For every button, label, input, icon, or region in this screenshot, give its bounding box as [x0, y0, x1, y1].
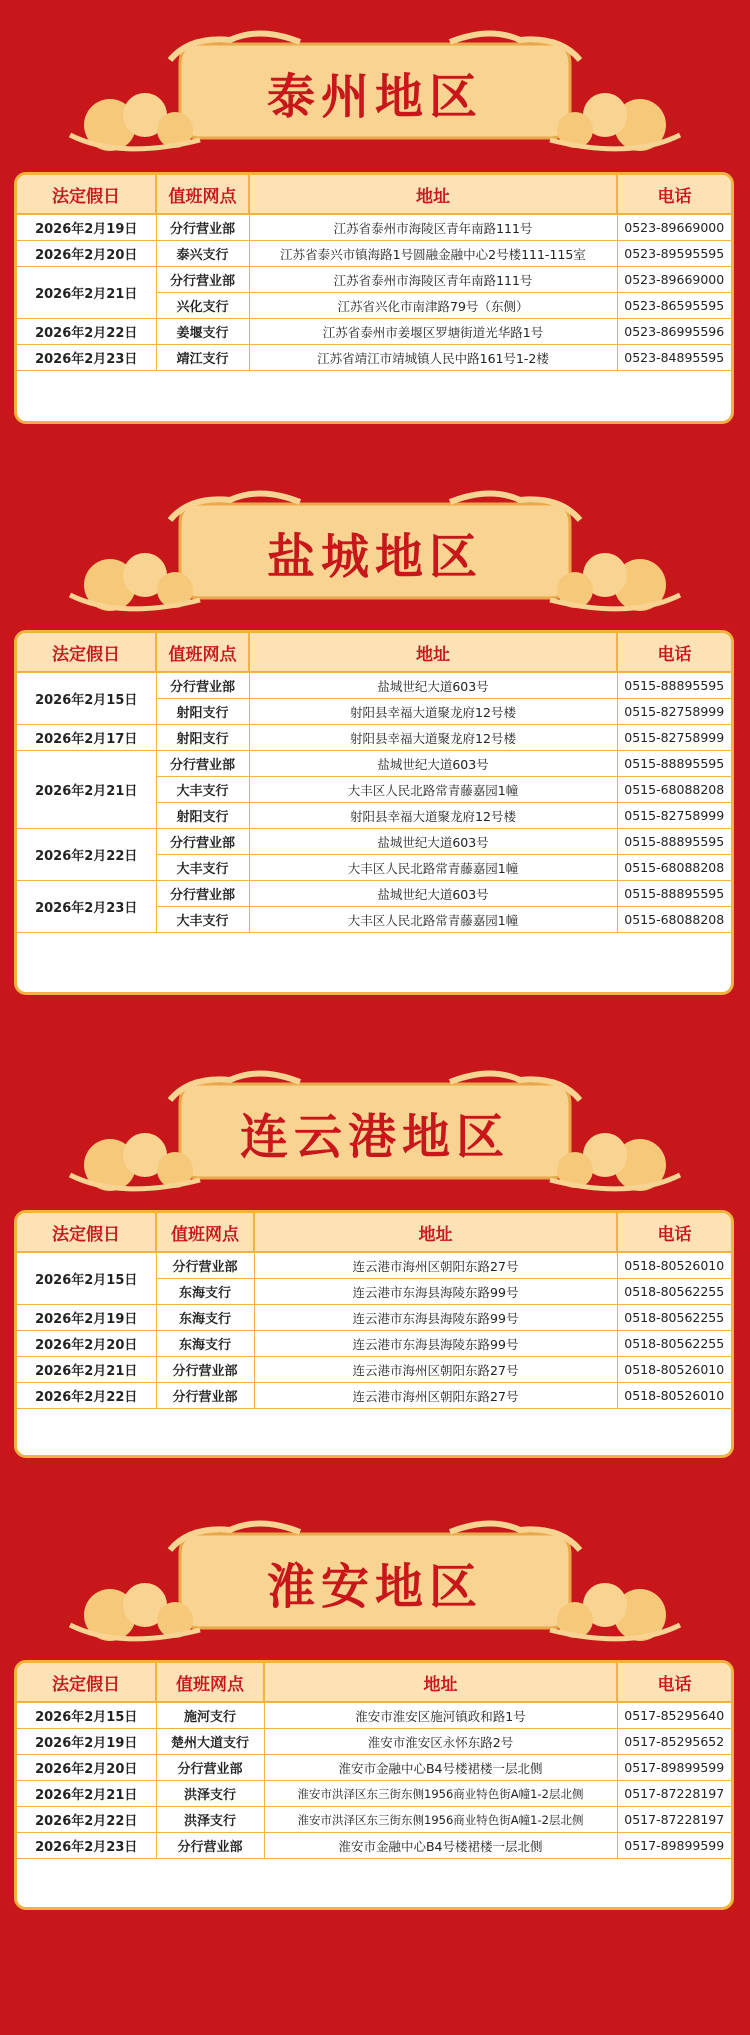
address-cell: 连云港市东海县海陵东路99号 — [254, 1331, 617, 1357]
phone-cell[interactable]: 0517-85295640 — [617, 1702, 731, 1729]
schedule-card-huaian — [14, 1660, 734, 1910]
date-cell: 2026年2月21日 — [17, 1357, 156, 1383]
branch-cell: 大丰支行 — [156, 855, 249, 881]
table-row — [17, 241, 731, 267]
header-date: 法定假日 — [17, 175, 156, 214]
table-row — [17, 1807, 731, 1833]
phone-cell[interactable]: 0518-80526010 — [617, 1357, 731, 1383]
branch-cell: 东海支行 — [156, 1331, 254, 1357]
header-branch: 值班网点 — [156, 633, 249, 672]
phone-cell[interactable]: 0517-87228197 — [617, 1781, 731, 1807]
branch-cell: 分行营业部 — [156, 881, 249, 907]
header-date: 法定假日 — [17, 1213, 156, 1252]
table-row — [17, 1305, 731, 1331]
phone-cell[interactable]: 0523-89595595 — [617, 241, 731, 267]
phone-cell[interactable]: 0523-89669000 — [617, 267, 731, 293]
date-cell: 2026年2月21日 — [17, 267, 156, 319]
branch-cell: 分行营业部 — [156, 1833, 264, 1859]
region-title: 盐城地区 — [266, 529, 483, 585]
schedule-table — [17, 1663, 731, 1859]
region-title: 淮安地区 — [266, 1559, 483, 1615]
date-cell: 2026年2月20日 — [17, 241, 156, 267]
table-row — [17, 319, 731, 345]
schedule-table — [17, 175, 731, 371]
branch-cell: 东海支行 — [156, 1305, 254, 1331]
phone-cell[interactable]: 0518-80562255 — [617, 1305, 731, 1331]
phone-cell[interactable]: 0515-68088208 — [617, 907, 731, 933]
phone-cell[interactable]: 0517-85295652 — [617, 1729, 731, 1755]
header-date: 法定假日 — [17, 633, 156, 672]
address-cell: 江苏省泰州市海陵区青年南路111号 — [249, 267, 617, 293]
branch-cell: 大丰支行 — [156, 907, 249, 933]
date-cell: 2026年2月19日 — [17, 1729, 156, 1755]
address-cell: 盐城世纪大道603号 — [249, 672, 617, 699]
header-phone: 电话 — [617, 1663, 731, 1702]
branch-cell: 楚州大道支行 — [156, 1729, 264, 1755]
address-cell: 连云港市东海县海陵东路99号 — [254, 1305, 617, 1331]
table-row — [17, 1702, 731, 1729]
date-cell: 2026年2月17日 — [17, 725, 156, 751]
table-row — [17, 1252, 731, 1279]
address-cell: 江苏省泰兴市镇海路1号圆融金融中心2号楼111-115室 — [249, 241, 617, 267]
table-row — [17, 345, 731, 371]
branch-cell: 分行营业部 — [156, 1357, 254, 1383]
table-row — [17, 672, 731, 699]
address-cell: 连云港市海州区朝阳东路27号 — [254, 1252, 617, 1279]
phone-cell[interactable]: 0523-86995596 — [617, 319, 731, 345]
header-branch: 值班网点 — [156, 175, 249, 214]
table-row — [17, 1729, 731, 1755]
header-address: 地址 — [254, 1213, 617, 1252]
date-cell: 2026年2月21日 — [17, 1781, 156, 1807]
branch-cell: 靖江支行 — [156, 345, 249, 371]
header-phone: 电话 — [617, 633, 731, 672]
address-cell: 大丰区人民北路常青藤嘉园1幢 — [249, 907, 617, 933]
phone-cell[interactable]: 0515-88895595 — [617, 672, 731, 699]
table-row — [17, 1383, 731, 1409]
phone-cell[interactable]: 0518-80526010 — [617, 1252, 731, 1279]
address-cell: 江苏省靖江市靖城镇人民中路161号1-2楼 — [249, 345, 617, 371]
table-row — [17, 267, 731, 293]
branch-cell: 姜堰支行 — [156, 319, 249, 345]
region-banner — [0, 490, 750, 630]
phone-cell[interactable]: 0518-80562255 — [617, 1279, 731, 1305]
region-title: 泰州地区 — [266, 69, 483, 125]
table-header-row — [17, 1213, 731, 1252]
table-row — [17, 829, 731, 855]
branch-cell: 射阳支行 — [156, 725, 249, 751]
phone-cell[interactable]: 0515-82758999 — [617, 699, 731, 725]
header-address: 地址 — [249, 633, 617, 672]
phone-cell[interactable]: 0523-86595595 — [617, 293, 731, 319]
region-title: 连云港地区 — [239, 1109, 510, 1165]
phone-cell[interactable]: 0515-88895595 — [617, 881, 731, 907]
address-cell: 江苏省泰州市姜堰区罗塘街道光华路1号 — [249, 319, 617, 345]
address-cell: 淮安市洪泽区东三街东侧1956商业特色街A幢1-2层北侧 — [264, 1781, 617, 1807]
table-header-row — [17, 633, 731, 672]
branch-cell: 分行营业部 — [156, 672, 249, 699]
address-cell: 大丰区人民北路常青藤嘉园1幢 — [249, 777, 617, 803]
schedule-card-taizhou — [14, 172, 734, 424]
branch-cell: 分行营业部 — [156, 267, 249, 293]
header-address: 地址 — [264, 1663, 617, 1702]
date-cell: 2026年2月19日 — [17, 1305, 156, 1331]
date-cell: 2026年2月19日 — [17, 214, 156, 241]
phone-cell[interactable]: 0515-82758999 — [617, 725, 731, 751]
address-cell: 连云港市东海县海陵东路99号 — [254, 1279, 617, 1305]
branch-cell: 分行营业部 — [156, 829, 249, 855]
date-cell: 2026年2月15日 — [17, 672, 156, 725]
table-row — [17, 751, 731, 777]
date-cell: 2026年2月20日 — [17, 1755, 156, 1781]
date-cell: 2026年2月22日 — [17, 319, 156, 345]
schedule-card-lianyungang — [14, 1210, 734, 1458]
phone-cell[interactable]: 0515-88895595 — [617, 829, 731, 855]
address-cell: 大丰区人民北路常青藤嘉园1幢 — [249, 855, 617, 881]
address-cell: 淮安市洪泽区东三街东侧1956商业特色街A幢1-2层北侧 — [264, 1807, 617, 1833]
schedule-card-yancheng — [14, 630, 734, 995]
header-date: 法定假日 — [17, 1663, 156, 1702]
region-banner — [0, 1070, 750, 1210]
branch-cell: 分行营业部 — [156, 1383, 254, 1409]
address-cell: 射阳县幸福大道聚龙府12号楼 — [249, 725, 617, 751]
branch-cell: 射阳支行 — [156, 699, 249, 725]
region-banner — [0, 30, 750, 170]
header-address: 地址 — [249, 175, 617, 214]
address-cell: 淮安市淮安区施河镇政和路1号 — [264, 1702, 617, 1729]
phone-cell[interactable]: 0517-89899599 — [617, 1833, 731, 1859]
branch-cell: 分行营业部 — [156, 214, 249, 241]
branch-cell: 洪泽支行 — [156, 1781, 264, 1807]
date-cell: 2026年2月21日 — [17, 751, 156, 829]
table-row — [17, 725, 731, 751]
header-phone: 电话 — [617, 1213, 731, 1252]
table-row — [17, 214, 731, 241]
phone-cell[interactable]: 0515-82758999 — [617, 803, 731, 829]
date-cell: 2026年2月23日 — [17, 881, 156, 933]
address-cell: 射阳县幸福大道聚龙府12号楼 — [249, 803, 617, 829]
table-header-row — [17, 175, 731, 214]
phone-cell[interactable]: 0518-80526010 — [617, 1383, 731, 1409]
table-row — [17, 1755, 731, 1781]
schedule-table — [17, 1213, 731, 1409]
branch-cell: 射阳支行 — [156, 803, 249, 829]
date-cell: 2026年2月22日 — [17, 829, 156, 881]
date-cell: 2026年2月15日 — [17, 1252, 156, 1305]
table-header-row — [17, 1663, 731, 1702]
date-cell: 2026年2月20日 — [17, 1331, 156, 1357]
address-cell: 连云港市海州区朝阳东路27号 — [254, 1383, 617, 1409]
branch-cell: 东海支行 — [156, 1279, 254, 1305]
address-cell: 盐城世纪大道603号 — [249, 881, 617, 907]
table-row — [17, 1331, 731, 1357]
branch-cell: 大丰支行 — [156, 777, 249, 803]
date-cell: 2026年2月23日 — [17, 1833, 156, 1859]
table-row — [17, 1833, 731, 1859]
region-banner — [0, 1520, 750, 1660]
date-cell: 2026年2月22日 — [17, 1383, 156, 1409]
phone-cell[interactable]: 0515-68088208 — [617, 855, 731, 881]
date-cell: 2026年2月22日 — [17, 1807, 156, 1833]
table-row — [17, 1781, 731, 1807]
phone-cell[interactable]: 0517-89899599 — [617, 1755, 731, 1781]
address-cell: 射阳县幸福大道聚龙府12号楼 — [249, 699, 617, 725]
address-cell: 淮安市金融中心B4号楼裙楼一层北侧 — [264, 1833, 617, 1859]
phone-cell[interactable]: 0515-88895595 — [617, 751, 731, 777]
schedule-table — [17, 633, 731, 933]
branch-cell: 洪泽支行 — [156, 1807, 264, 1833]
branch-cell: 分行营业部 — [156, 1252, 254, 1279]
table-row — [17, 1357, 731, 1383]
phone-cell[interactable]: 0523-89669000 — [617, 214, 731, 241]
branch-cell: 泰兴支行 — [156, 241, 249, 267]
table-row — [17, 881, 731, 907]
branch-cell: 分行营业部 — [156, 1755, 264, 1781]
date-cell: 2026年2月15日 — [17, 1702, 156, 1729]
phone-cell[interactable]: 0517-87228197 — [617, 1807, 731, 1833]
address-cell: 盐城世纪大道603号 — [249, 829, 617, 855]
phone-cell[interactable]: 0518-80562255 — [617, 1331, 731, 1357]
branch-cell: 施河支行 — [156, 1702, 264, 1729]
header-branch: 值班网点 — [156, 1213, 254, 1252]
phone-cell[interactable]: 0515-68088208 — [617, 777, 731, 803]
address-cell: 盐城世纪大道603号 — [249, 751, 617, 777]
address-cell: 连云港市海州区朝阳东路27号 — [254, 1357, 617, 1383]
branch-cell: 分行营业部 — [156, 751, 249, 777]
phone-cell[interactable]: 0523-84895595 — [617, 345, 731, 371]
branch-cell: 兴化支行 — [156, 293, 249, 319]
address-cell: 淮安市金融中心B4号楼裙楼一层北侧 — [264, 1755, 617, 1781]
date-cell: 2026年2月23日 — [17, 345, 156, 371]
address-cell: 淮安市淮安区永怀东路2号 — [264, 1729, 617, 1755]
address-cell: 江苏省兴化市南津路79号（东侧） — [249, 293, 617, 319]
header-branch: 值班网点 — [156, 1663, 264, 1702]
address-cell: 江苏省泰州市海陵区青年南路111号 — [249, 214, 617, 241]
header-phone: 电话 — [617, 175, 731, 214]
